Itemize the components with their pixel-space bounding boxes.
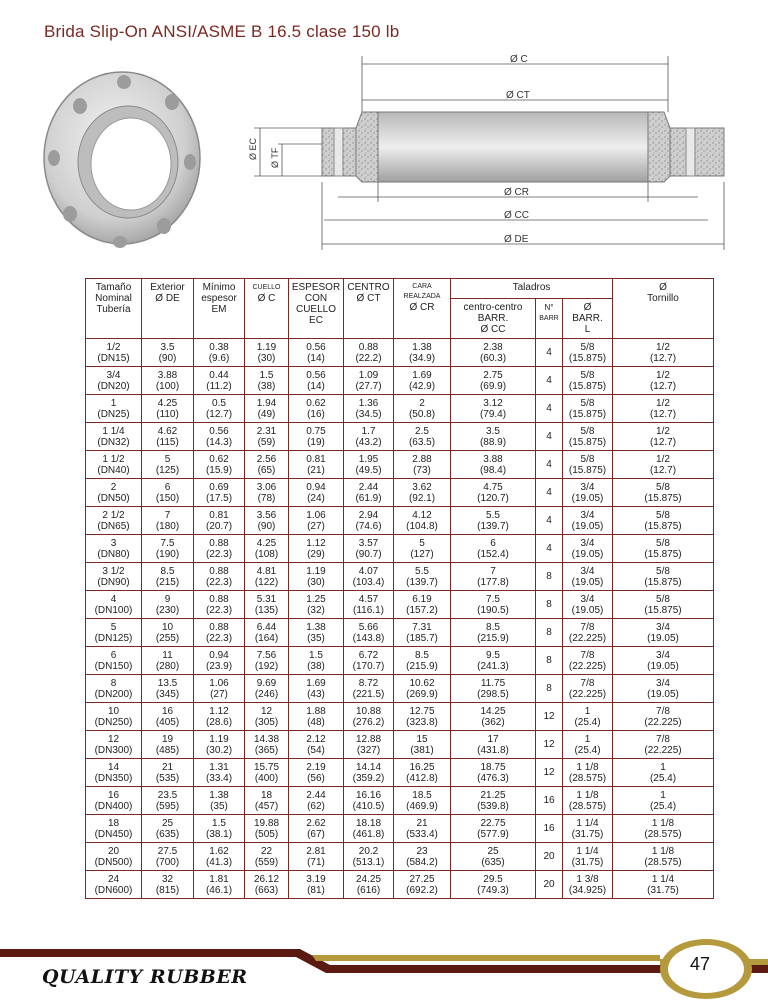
table-cell-c: 9.69 (246): [245, 675, 289, 703]
table-cell-l: 1 (25.4): [563, 703, 613, 731]
table-cell-ec: 3.19 (81): [289, 871, 344, 899]
flange-photo: [40, 66, 210, 256]
table-cell-de: 7.5 (190): [142, 535, 194, 563]
table-cell-l: 1 1/8 (28.575): [563, 787, 613, 815]
table-cell-cr: 27.25 (692.2): [394, 871, 451, 899]
table-row: [86, 647, 714, 675]
dimensions-table-wrapper: [85, 278, 713, 899]
table-cell-cc: 8.5 (215.9): [451, 619, 536, 647]
table-cell-size: 1 1/4 (DN32): [86, 423, 142, 451]
table-cell-t: 5/8 (15.875): [613, 591, 714, 619]
table-cell-n: 20: [536, 843, 563, 871]
table-cell-ct: 1.09 (27.7): [344, 367, 394, 395]
table-cell-size: 3 (DN80): [86, 535, 142, 563]
table-cell-t: 1 1/8 (28.575): [613, 815, 714, 843]
table-cell-cc: 2.75 (69.9): [451, 367, 536, 395]
table-cell-cr: 16.25 (412.8): [394, 759, 451, 787]
table-cell-ec: 2.62 (67): [289, 815, 344, 843]
dimensions-table-body: [86, 339, 714, 899]
table-cell-c: 15.75 (400): [245, 759, 289, 787]
table-cell-cc: 4.75 (120.7): [451, 479, 536, 507]
table-cell-t: 3/4 (19.05): [613, 619, 714, 647]
header-taladros: Taladros: [451, 279, 613, 299]
table-cell-n: 12: [536, 731, 563, 759]
table-cell-em: 1.5 (38.1): [194, 815, 245, 843]
table-cell-l: 1 1/8 (28.575): [563, 759, 613, 787]
table-cell-em: 0.5 (12.7): [194, 395, 245, 423]
table-row: [86, 619, 714, 647]
table-cell-ct: 16.16 (410.5): [344, 787, 394, 815]
table-cell-ec: 1.5 (38): [289, 647, 344, 675]
table-cell-size: 1/2 (DN15): [86, 339, 142, 367]
table-cell-size: 14 (DN350): [86, 759, 142, 787]
table-cell-size: 6 (DN150): [86, 647, 142, 675]
table-cell-t: 5/8 (15.875): [613, 563, 714, 591]
table-cell-ec: 2.19 (56): [289, 759, 344, 787]
table-cell-cc: 7 (177.8): [451, 563, 536, 591]
table-cell-c: 6.44 (164): [245, 619, 289, 647]
header-tornillo: Ø Tornillo: [613, 279, 714, 339]
table-cell-ct: 12.88 (327): [344, 731, 394, 759]
table-row: [86, 451, 714, 479]
table-cell-em: 1.06 (27): [194, 675, 245, 703]
table-cell-de: 11 (280): [142, 647, 194, 675]
table-cell-n: 20: [536, 871, 563, 899]
flange-section-drawing: [238, 52, 738, 264]
table-cell-em: 0.69 (17.5): [194, 479, 245, 507]
table-cell-t: 1/2 (12.7): [613, 395, 714, 423]
header-c: CUELLO Ø C: [245, 279, 289, 339]
table-cell-cr: 21 (533.4): [394, 815, 451, 843]
page-number: 47: [690, 954, 711, 974]
table-cell-de: 7 (180): [142, 507, 194, 535]
table-cell-de: 13.5 (345): [142, 675, 194, 703]
table-cell-ct: 0.88 (22.2): [344, 339, 394, 367]
table-cell-cr: 1.38 (34.9): [394, 339, 451, 367]
table-cell-cc: 25 (635): [451, 843, 536, 871]
table-cell-c: 1.5 (38): [245, 367, 289, 395]
table-cell-ec: 0.56 (14): [289, 367, 344, 395]
table-cell-size: 16 (DN400): [86, 787, 142, 815]
header-ec: ESPESOR CON CUELLO EC: [289, 279, 344, 339]
table-cell-l: 3/4 (19.05): [563, 563, 613, 591]
table-cell-cr: 8.5 (215.9): [394, 647, 451, 675]
table-cell-size: 4 (DN100): [86, 591, 142, 619]
table-cell-cc: 14.25 (362): [451, 703, 536, 731]
table-cell-size: 2 (DN50): [86, 479, 142, 507]
table-cell-ec: 1.69 (43): [289, 675, 344, 703]
table-cell-ec: 1.12 (29): [289, 535, 344, 563]
table-cell-cr: 6.19 (157.2): [394, 591, 451, 619]
table-cell-t: 5/8 (15.875): [613, 535, 714, 563]
table-cell-t: 1 (25.4): [613, 759, 714, 787]
table-cell-l: 3/4 (19.05): [563, 479, 613, 507]
table-cell-l: 7/8 (22.225): [563, 647, 613, 675]
table-cell-cr: 2.88 (73): [394, 451, 451, 479]
table-cell-ec: 1.88 (48): [289, 703, 344, 731]
table-cell-ct: 20.2 (513.1): [344, 843, 394, 871]
header-cr: CARA REALZADA Ø CR: [394, 279, 451, 339]
table-cell-t: 5/8 (15.875): [613, 507, 714, 535]
table-cell-n: 8: [536, 591, 563, 619]
table-cell-n: 4: [536, 507, 563, 535]
table-cell-ec: 1.25 (32): [289, 591, 344, 619]
label-cr: Ø CR: [504, 187, 529, 198]
table-cell-cc: 7.5 (190.5): [451, 591, 536, 619]
header-de: Exterior Ø DE: [142, 279, 194, 339]
table-cell-l: 1 1/4 (31.75): [563, 815, 613, 843]
table-cell-ct: 2.44 (61.9): [344, 479, 394, 507]
table-row: [86, 563, 714, 591]
table-cell-c: 14.38 (365): [245, 731, 289, 759]
table-cell-ct: 1.7 (43.2): [344, 423, 394, 451]
table-row: [86, 787, 714, 815]
table-row: [86, 675, 714, 703]
table-cell-ec: 2.12 (54): [289, 731, 344, 759]
table-cell-cc: 3.12 (79.4): [451, 395, 536, 423]
table-cell-ct: 3.57 (90.7): [344, 535, 394, 563]
table-cell-t: 1/2 (12.7): [613, 451, 714, 479]
table-cell-c: 7.56 (192): [245, 647, 289, 675]
table-cell-em: 0.81 (20.7): [194, 507, 245, 535]
table-cell-c: 4.25 (108): [245, 535, 289, 563]
header-n: N° BARR: [536, 299, 563, 339]
table-cell-de: 16 (405): [142, 703, 194, 731]
table-row: [86, 815, 714, 843]
table-cell-cr: 3.62 (92.1): [394, 479, 451, 507]
table-cell-l: 7/8 (22.225): [563, 619, 613, 647]
page-title: Brida Slip-On ANSI/ASME B 16.5 clase 150 lb: [44, 22, 400, 41]
table-cell-cc: 22.75 (577.9): [451, 815, 536, 843]
table-cell-cr: 5 (127): [394, 535, 451, 563]
label-de: Ø DE: [504, 234, 529, 245]
table-row: [86, 395, 714, 423]
table-cell-c: 5.31 (135): [245, 591, 289, 619]
table-cell-ec: 1.38 (35): [289, 619, 344, 647]
table-cell-size: 10 (DN250): [86, 703, 142, 731]
table-cell-ct: 4.57 (116.1): [344, 591, 394, 619]
table-cell-n: 12: [536, 759, 563, 787]
table-row: [86, 731, 714, 759]
table-row: [86, 703, 714, 731]
table-cell-ec: 1.19 (30): [289, 563, 344, 591]
table-cell-cc: 21.25 (539.8): [451, 787, 536, 815]
table-cell-ct: 4.07 (103.4): [344, 563, 394, 591]
label-ec: Ø EC: [248, 137, 258, 160]
table-cell-cr: 15 (381): [394, 731, 451, 759]
table-cell-t: 1 (25.4): [613, 787, 714, 815]
table-cell-n: 12: [536, 703, 563, 731]
brand-logo: QUALITY RUBBER: [42, 966, 248, 988]
table-cell-em: 0.88 (22.3): [194, 619, 245, 647]
table-cell-de: 8.5 (215): [142, 563, 194, 591]
label-cc: Ø CC: [504, 210, 529, 221]
table-cell-em: 0.38 (9.6): [194, 339, 245, 367]
table-row: [86, 871, 714, 899]
table-cell-c: 2.56 (65): [245, 451, 289, 479]
label-ct: Ø CT: [506, 90, 530, 101]
table-cell-cr: 12.75 (323.8): [394, 703, 451, 731]
table-cell-ct: 5.66 (143.8): [344, 619, 394, 647]
table-cell-size: 1 1/2 (DN40): [86, 451, 142, 479]
table-cell-t: 3/4 (19.05): [613, 675, 714, 703]
table-cell-ct: 10.88 (276.2): [344, 703, 394, 731]
table-cell-cr: 10.62 (269.9): [394, 675, 451, 703]
table-cell-ct: 6.72 (170.7): [344, 647, 394, 675]
table-cell-ct: 8.72 (221.5): [344, 675, 394, 703]
table-cell-size: 12 (DN300): [86, 731, 142, 759]
table-cell-cr: 4.12 (104.8): [394, 507, 451, 535]
table-cell-size: 3 1/2 (DN90): [86, 563, 142, 591]
table-cell-c: 18 (457): [245, 787, 289, 815]
table-cell-em: 0.62 (15.9): [194, 451, 245, 479]
table-cell-c: 22 (559): [245, 843, 289, 871]
table-cell-ec: 0.56 (14): [289, 339, 344, 367]
table-row: [86, 423, 714, 451]
table-cell-t: 1/2 (12.7): [613, 423, 714, 451]
table-cell-cc: 6 (152.4): [451, 535, 536, 563]
table-cell-em: 1.19 (30.2): [194, 731, 245, 759]
table-cell-n: 4: [536, 395, 563, 423]
table-cell-ec: 0.94 (24): [289, 479, 344, 507]
table-cell-de: 21 (535): [142, 759, 194, 787]
table-cell-l: 5/8 (15.875): [563, 423, 613, 451]
table-cell-em: 0.88 (22.3): [194, 535, 245, 563]
table-cell-cr: 5.5 (139.7): [394, 563, 451, 591]
table-cell-t: 1/2 (12.7): [613, 367, 714, 395]
table-cell-t: 7/8 (22.225): [613, 731, 714, 759]
table-cell-em: 0.94 (23.9): [194, 647, 245, 675]
dimensions-table: [85, 278, 714, 899]
table-cell-t: 7/8 (22.225): [613, 703, 714, 731]
label-tf: Ø TF: [270, 147, 280, 168]
table-cell-c: 4.81 (122): [245, 563, 289, 591]
table-cell-c: 1.19 (30): [245, 339, 289, 367]
table-cell-n: 8: [536, 563, 563, 591]
table-row: [86, 591, 714, 619]
table-cell-l: 5/8 (15.875): [563, 367, 613, 395]
table-cell-c: 19.88 (505): [245, 815, 289, 843]
table-row: [86, 367, 714, 395]
table-cell-ec: 2.81 (71): [289, 843, 344, 871]
table-cell-em: 0.44 (11.2): [194, 367, 245, 395]
table-cell-l: 3/4 (19.05): [563, 507, 613, 535]
table-cell-cc: 9.5 (241.3): [451, 647, 536, 675]
table-cell-size: 1 (DN25): [86, 395, 142, 423]
header-ct: CENTRO Ø CT: [344, 279, 394, 339]
table-cell-de: 23.5 (595): [142, 787, 194, 815]
table-cell-l: 7/8 (22.225): [563, 675, 613, 703]
table-cell-em: 0.88 (22.3): [194, 563, 245, 591]
table-cell-size: 20 (DN500): [86, 843, 142, 871]
table-cell-n: 4: [536, 535, 563, 563]
table-cell-de: 3.5 (90): [142, 339, 194, 367]
table-cell-cr: 2.5 (63.5): [394, 423, 451, 451]
table-cell-de: 4.62 (115): [142, 423, 194, 451]
table-cell-l: 5/8 (15.875): [563, 339, 613, 367]
table-cell-c: 2.31 (59): [245, 423, 289, 451]
table-cell-em: 0.56 (14.3): [194, 423, 245, 451]
table-cell-n: 4: [536, 367, 563, 395]
table-cell-size: 24 (DN600): [86, 871, 142, 899]
table-cell-de: 4.25 (110): [142, 395, 194, 423]
label-c: Ø C: [510, 54, 528, 65]
table-row: [86, 535, 714, 563]
table-cell-cc: 3.88 (98.4): [451, 451, 536, 479]
header-em: Mínimo espesor EM: [194, 279, 245, 339]
table-cell-cc: 3.5 (88.9): [451, 423, 536, 451]
table-cell-de: 10 (255): [142, 619, 194, 647]
table-cell-c: 12 (305): [245, 703, 289, 731]
table-cell-t: 5/8 (15.875): [613, 479, 714, 507]
table-cell-ct: 1.95 (49.5): [344, 451, 394, 479]
table-cell-em: 1.31 (33.4): [194, 759, 245, 787]
table-row: [86, 339, 714, 367]
table-cell-size: 8 (DN200): [86, 675, 142, 703]
table-cell-de: 5 (125): [142, 451, 194, 479]
table-cell-de: 19 (485): [142, 731, 194, 759]
table-cell-l: 5/8 (15.875): [563, 395, 613, 423]
table-cell-cr: 1.69 (42.9): [394, 367, 451, 395]
table-cell-cr: 23 (584.2): [394, 843, 451, 871]
table-cell-ec: 0.75 (19): [289, 423, 344, 451]
table-cell-ec: 1.06 (27): [289, 507, 344, 535]
table-cell-cc: 18.75 (476.3): [451, 759, 536, 787]
table-cell-em: 1.81 (46.1): [194, 871, 245, 899]
table-cell-em: 0.88 (22.3): [194, 591, 245, 619]
table-cell-n: 4: [536, 451, 563, 479]
table-cell-ec: 0.81 (21): [289, 451, 344, 479]
table-cell-n: 4: [536, 339, 563, 367]
table-row: [86, 507, 714, 535]
table-cell-ec: 2.44 (62): [289, 787, 344, 815]
table-cell-cr: 2 (50.8): [394, 395, 451, 423]
table-cell-em: 1.12 (28.6): [194, 703, 245, 731]
table-cell-n: 4: [536, 479, 563, 507]
table-cell-t: 1 1/8 (28.575): [613, 843, 714, 871]
table-cell-t: 3/4 (19.05): [613, 647, 714, 675]
table-cell-de: 6 (150): [142, 479, 194, 507]
table-row: [86, 759, 714, 787]
table-cell-ct: 14.14 (359.2): [344, 759, 394, 787]
header-l: Ø BARR. L: [563, 299, 613, 339]
table-cell-de: 9 (230): [142, 591, 194, 619]
table-cell-c: 3.06 (78): [245, 479, 289, 507]
table-cell-ct: 2.94 (74.6): [344, 507, 394, 535]
header-size: Tamaño Nominal Tubería: [86, 279, 142, 339]
table-cell-l: 1 1/4 (31.75): [563, 843, 613, 871]
table-cell-cc: 17 (431.8): [451, 731, 536, 759]
table-cell-n: 8: [536, 675, 563, 703]
table-cell-t: 1/2 (12.7): [613, 339, 714, 367]
table-cell-n: 8: [536, 619, 563, 647]
table-cell-cc: 29.5 (749.3): [451, 871, 536, 899]
table-cell-l: 5/8 (15.875): [563, 451, 613, 479]
table-cell-t: 1 1/4 (31.75): [613, 871, 714, 899]
table-cell-ct: 1.36 (34.5): [344, 395, 394, 423]
table-cell-l: 3/4 (19.05): [563, 535, 613, 563]
table-cell-size: 2 1/2 (DN65): [86, 507, 142, 535]
table-cell-l: 1 3/8 (34.925): [563, 871, 613, 899]
table-cell-cr: 18.5 (469.9): [394, 787, 451, 815]
table-cell-ec: 0.62 (16): [289, 395, 344, 423]
table-row: [86, 479, 714, 507]
table-cell-de: 25 (635): [142, 815, 194, 843]
table-cell-c: 26.12 (663): [245, 871, 289, 899]
table-cell-em: 1.38 (35): [194, 787, 245, 815]
table-cell-n: 16: [536, 787, 563, 815]
table-cell-c: 1.94 (49): [245, 395, 289, 423]
table-cell-c: 3.56 (90): [245, 507, 289, 535]
table-cell-de: 32 (815): [142, 871, 194, 899]
table-row: [86, 843, 714, 871]
table-cell-ct: 18.18 (461.8): [344, 815, 394, 843]
table-cell-n: 16: [536, 815, 563, 843]
table-cell-size: 3/4 (DN20): [86, 367, 142, 395]
table-cell-cr: 7.31 (185.7): [394, 619, 451, 647]
table-cell-n: 8: [536, 647, 563, 675]
table-cell-de: 27.5 (700): [142, 843, 194, 871]
table-cell-de: 3.88 (100): [142, 367, 194, 395]
table-cell-l: 1 (25.4): [563, 731, 613, 759]
table-cell-size: 5 (DN125): [86, 619, 142, 647]
header-cc: centro-centro BARR. Ø CC: [451, 299, 536, 339]
table-cell-cc: 5.5 (139.7): [451, 507, 536, 535]
table-cell-l: 3/4 (19.05): [563, 591, 613, 619]
table-cell-n: 4: [536, 423, 563, 451]
table-cell-cc: 11.75 (298.5): [451, 675, 536, 703]
table-cell-size: 18 (DN450): [86, 815, 142, 843]
table-cell-em: 1.62 (41.3): [194, 843, 245, 871]
table-cell-ct: 24.25 (616): [344, 871, 394, 899]
table-cell-cc: 2.38 (60.3): [451, 339, 536, 367]
